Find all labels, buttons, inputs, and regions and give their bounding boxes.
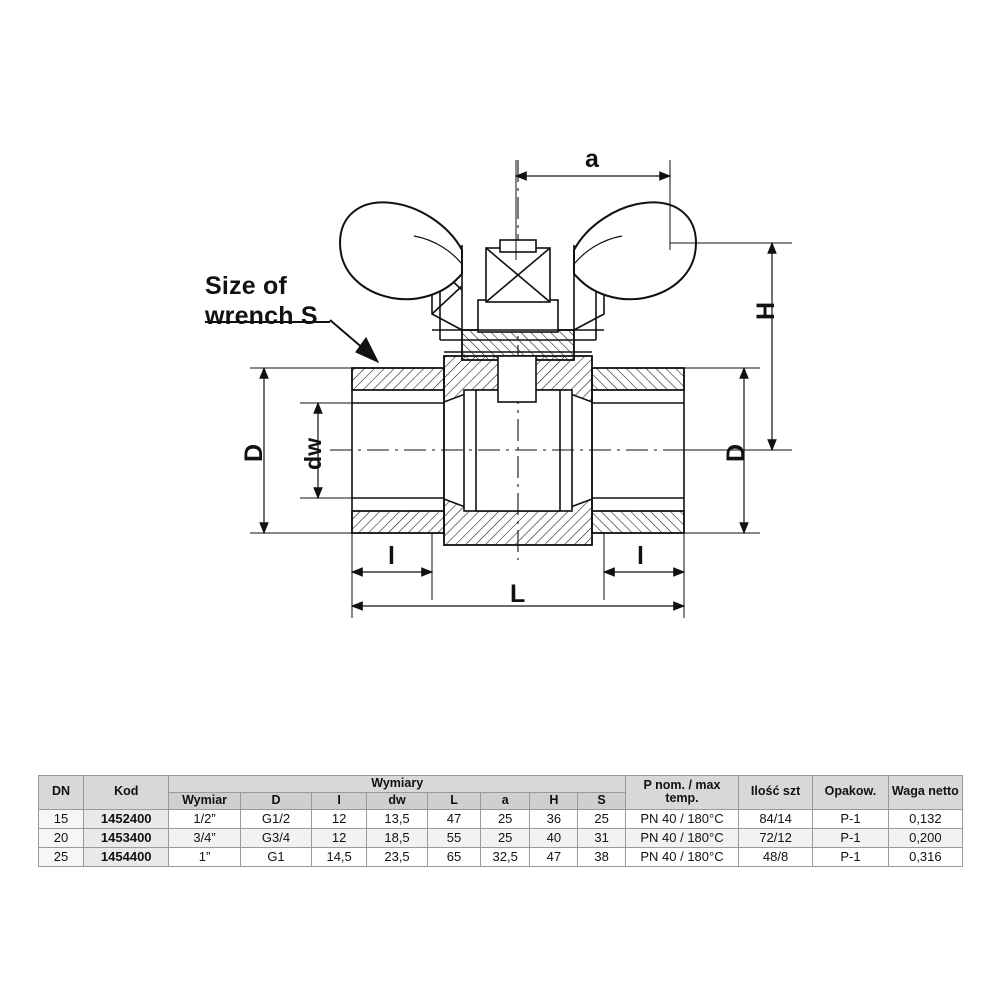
th-a: a	[480, 792, 530, 809]
dimension-label-D-left: D	[240, 443, 268, 462]
cell-wymiar: 3/4”	[169, 828, 240, 847]
cell-h: 40	[530, 828, 578, 847]
cell-opakow: P-1	[813, 828, 889, 847]
cell-dn: 15	[39, 809, 84, 828]
th-kod: Kod	[84, 776, 169, 810]
cell-l: 47	[428, 809, 481, 828]
cell-pnom: PN 40 / 180°C	[625, 847, 738, 866]
cell-kod: 1452400	[84, 809, 169, 828]
table-row	[39, 828, 963, 847]
cell-s: 31	[578, 828, 626, 847]
cell-waga: 0,200	[888, 828, 962, 847]
cell-d: G1/2	[240, 809, 312, 828]
specification-table-wrap	[38, 775, 963, 867]
th-dw: dw	[366, 792, 427, 809]
wrench-note-line1: Size of	[205, 272, 287, 300]
table-row	[39, 809, 963, 828]
wrench-note	[205, 272, 318, 331]
cell-d: G1	[240, 847, 312, 866]
th-wymiary: Wymiary	[169, 776, 625, 793]
cell-dw: 13,5	[366, 809, 427, 828]
cell-h: 36	[530, 809, 578, 828]
th-h: H	[530, 792, 578, 809]
cell-d: G3/4	[240, 828, 312, 847]
cell-s: 25	[578, 809, 626, 828]
cell-a: 25	[480, 809, 530, 828]
cell-opakow: P-1	[813, 809, 889, 828]
cell-waga: 0,132	[888, 809, 962, 828]
th-opakow: Opakow.	[813, 776, 889, 810]
cell-pnom: PN 40 / 180°C	[625, 809, 738, 828]
cell-waga: 0,316	[888, 847, 962, 866]
cell-dn: 25	[39, 847, 84, 866]
dimension-label-D-right: D	[722, 443, 750, 462]
cell-pnom: PN 40 / 180°C	[625, 828, 738, 847]
cell-i: 12	[312, 828, 367, 847]
cell-opakow: P-1	[813, 847, 889, 866]
dimension-label-a: a	[585, 145, 600, 173]
th-l: L	[428, 792, 481, 809]
dimension-label-l-left: l	[388, 542, 396, 570]
cell-l: 65	[428, 847, 481, 866]
th-ilosc: Ilość szt	[739, 776, 813, 810]
dimension-label-H: H	[752, 301, 780, 320]
cell-a: 25	[480, 828, 530, 847]
cell-l: 55	[428, 828, 481, 847]
cell-ilosc: 84/14	[739, 809, 813, 828]
valve-body-outline	[330, 160, 706, 560]
cell-ilosc: 48/8	[739, 847, 813, 866]
cell-ilosc: 72/12	[739, 828, 813, 847]
cell-h: 47	[530, 847, 578, 866]
th-pnom: P nom. / max temp.	[625, 776, 738, 810]
cell-kod: 1454400	[84, 847, 169, 866]
dimension-label-L: L	[510, 580, 526, 608]
cell-i: 14,5	[312, 847, 367, 866]
cell-dw: 23,5	[366, 847, 427, 866]
wrench-note-line2: wrench S	[205, 301, 318, 330]
table-row	[39, 847, 963, 866]
cell-s: 38	[578, 847, 626, 866]
cell-wymiar: 1”	[169, 847, 240, 866]
table-header-row-top	[39, 776, 963, 793]
th-s: S	[578, 792, 626, 809]
th-d: D	[240, 792, 312, 809]
th-waga: Waga netto	[888, 776, 962, 810]
cell-dn: 20	[39, 828, 84, 847]
th-wymiar: Wymiar	[169, 792, 240, 809]
cell-a: 32,5	[480, 847, 530, 866]
dimension-label-dw: dw	[300, 437, 326, 470]
cell-kod: 1453400	[84, 828, 169, 847]
th-dn: DN	[39, 776, 84, 810]
cell-dw: 18,5	[366, 828, 427, 847]
cell-i: 12	[312, 809, 367, 828]
specification-table	[38, 775, 963, 867]
dimension-label-l-right: l	[637, 542, 645, 570]
cell-wymiar: 1/2”	[169, 809, 240, 828]
table-body	[39, 809, 963, 866]
th-i: I	[312, 792, 367, 809]
